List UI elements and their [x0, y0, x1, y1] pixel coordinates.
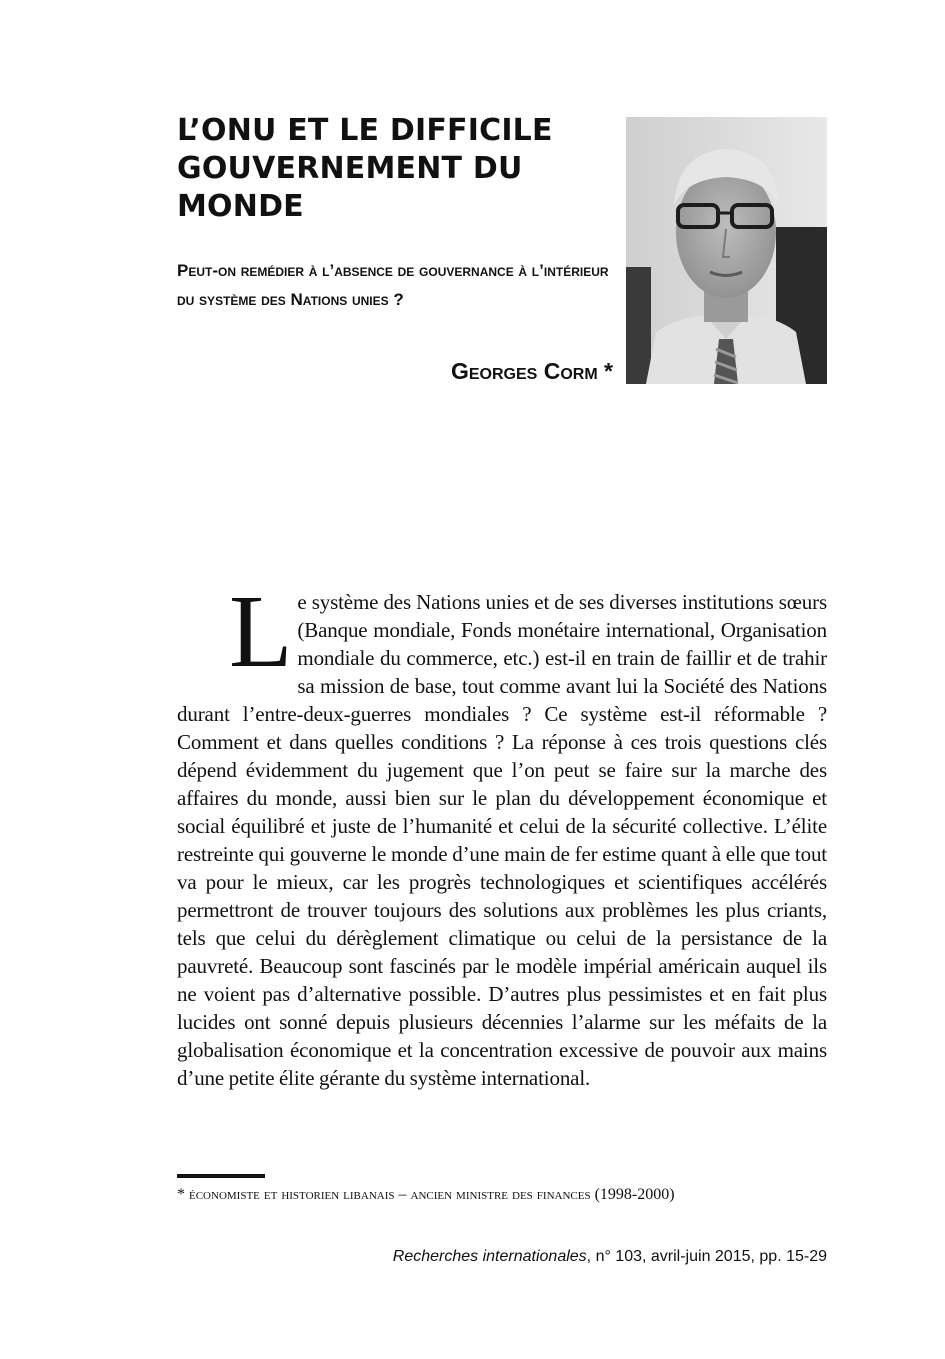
journal-name: Recherches internationales [392, 1248, 587, 1265]
body-text: e système des Nations unies et de ses diverses institutions sœurs (Banque mondiale, Fonds monétaire international, Organisation mondiale du commerce, etc.) est-il en train de faillir et de trahir sa mission de base, tout comme avant lui la Société des Nations durant l’entre-deux-guerres mondiales ? Ce système est-il réformable ? Comment et dans quelles conditions ? La réponse à ces trois questions clés dépend évidemment du jugement que l’on peut se faire sur la marche des affaires du monde, aussi bien sur le plan du développement économique et social équilibré et juste de l’humanité et celui de la sécurité collective. L’élite restreinte qui gouverne le monde d’une main de fer estime quant à elle que tout va pour le mieux, car les progrès technologiques et scientifiques accélérés permettront de trouver toujours des solutions aux problèmes les plus criants, tels que celui du dérèglement climatique ou celui de la persistance de la pauvreté. Beaucoup sont fascinés par le modèle impérial américain auquel ils ne voient pas d’alternative possible. D’autres plus pessimistes et en fait plus lucides ont sonné depuis plusieurs décennies l’alarme sur les méfaits de la globalisation économique et la concentration excessive de pouvoir aux mains d’une petite élite gérante du système international. [177, 590, 827, 1090]
author-photo [626, 117, 827, 384]
body-paragraph [177, 574, 827, 1092]
author-name: Georges Corm * [450, 358, 613, 384]
footnote: * économiste et historien libanais – ancien ministre des finances (1998-2000) [177, 1186, 675, 1203]
drop-cap: L [229, 574, 293, 689]
source-citation [393, 1248, 827, 1266]
article-subtitle: Peut-on remédier à l’absence de gouvernance à l’intérieur du système des Nations unies ? [177, 261, 609, 309]
article-title: L’ONU ET LE DIFFICILE GOUVERNEMENT DU MONDE [177, 113, 553, 224]
footnote-divider [177, 1174, 265, 1178]
issue-details: , n° 103, avril-juin 2015, pp. 15-29 [586, 1248, 827, 1265]
